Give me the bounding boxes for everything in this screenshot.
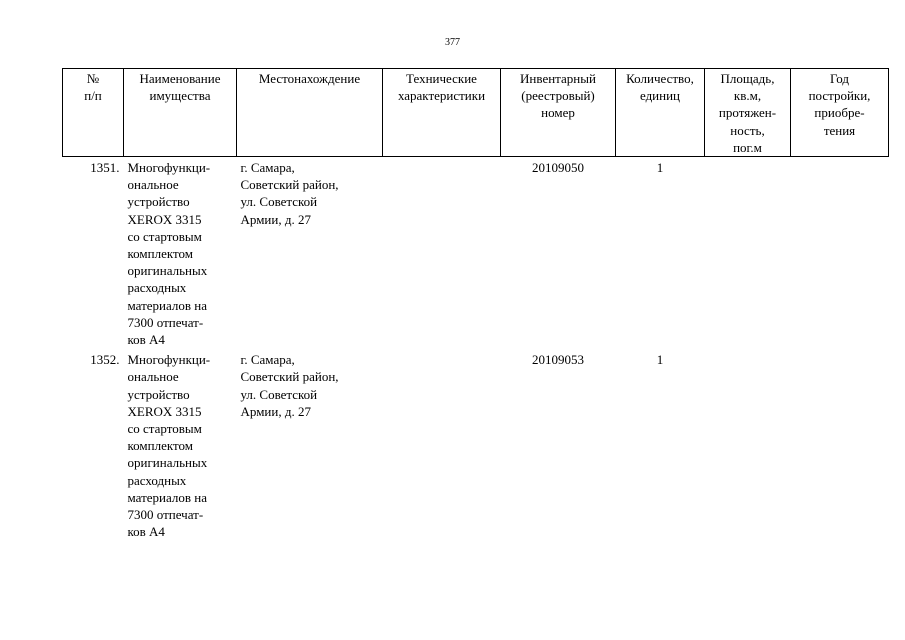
- header-row: [63, 69, 889, 157]
- row-number: 1352.: [90, 352, 120, 368]
- property-location: г. Самара, Советский район, ул. Советской Армии, д. 27: [240, 160, 339, 227]
- table-row: [63, 157, 889, 349]
- header-specs-text: Технические характеристики: [397, 71, 486, 104]
- year: [791, 348, 889, 540]
- header-inventory: [501, 69, 616, 157]
- inventory-number: 20109050: [532, 160, 584, 176]
- header-year-text: Год постройки, приобре- тения: [808, 71, 871, 138]
- property-location: г. Самара, Советский район, ул. Советской Армии, д. 27: [240, 352, 339, 419]
- quantity: 1: [656, 160, 664, 176]
- header-specs: [383, 69, 501, 157]
- header-area: [705, 69, 791, 157]
- property-specs: [383, 157, 501, 349]
- header-quantity: [616, 69, 705, 157]
- header-quantity-text: Количество, единиц: [626, 71, 694, 104]
- property-name: Многофункци- ональное устройство XEROX 3315 со стартовым комплектом оригинальных расходных материалов на 7300 отпечат- ков А4: [127, 352, 211, 540]
- year: [791, 157, 889, 349]
- quantity: 1: [656, 352, 664, 368]
- property-specs: [383, 348, 501, 540]
- property-name: Многофункци- ональное устройство XEROX 3315 со стартовым комплектом оригинальных расходных материалов на 7300 отпечат- ков А4: [127, 160, 211, 348]
- property-registry-table: [62, 68, 889, 540]
- area: [705, 348, 791, 540]
- header-num-text: № п/п: [84, 71, 102, 104]
- header-name: [124, 69, 237, 157]
- header-location-text: Местонахождение: [258, 71, 361, 86]
- inventory-number: 20109053: [532, 352, 584, 368]
- header-num: [63, 69, 124, 157]
- page-number: 377: [445, 37, 460, 48]
- area: [705, 157, 791, 349]
- header-area-text: Площадь, кв.м, протяжен- ность, пог.м: [718, 71, 777, 155]
- table-row: [63, 348, 889, 540]
- header-location: [237, 69, 383, 157]
- header-name-text: Наименование имущества: [139, 71, 221, 104]
- header-year: [791, 69, 889, 157]
- row-number: 1351.: [90, 160, 120, 176]
- header-inventory-text: Инвентарный (реестровый) номер: [520, 71, 596, 121]
